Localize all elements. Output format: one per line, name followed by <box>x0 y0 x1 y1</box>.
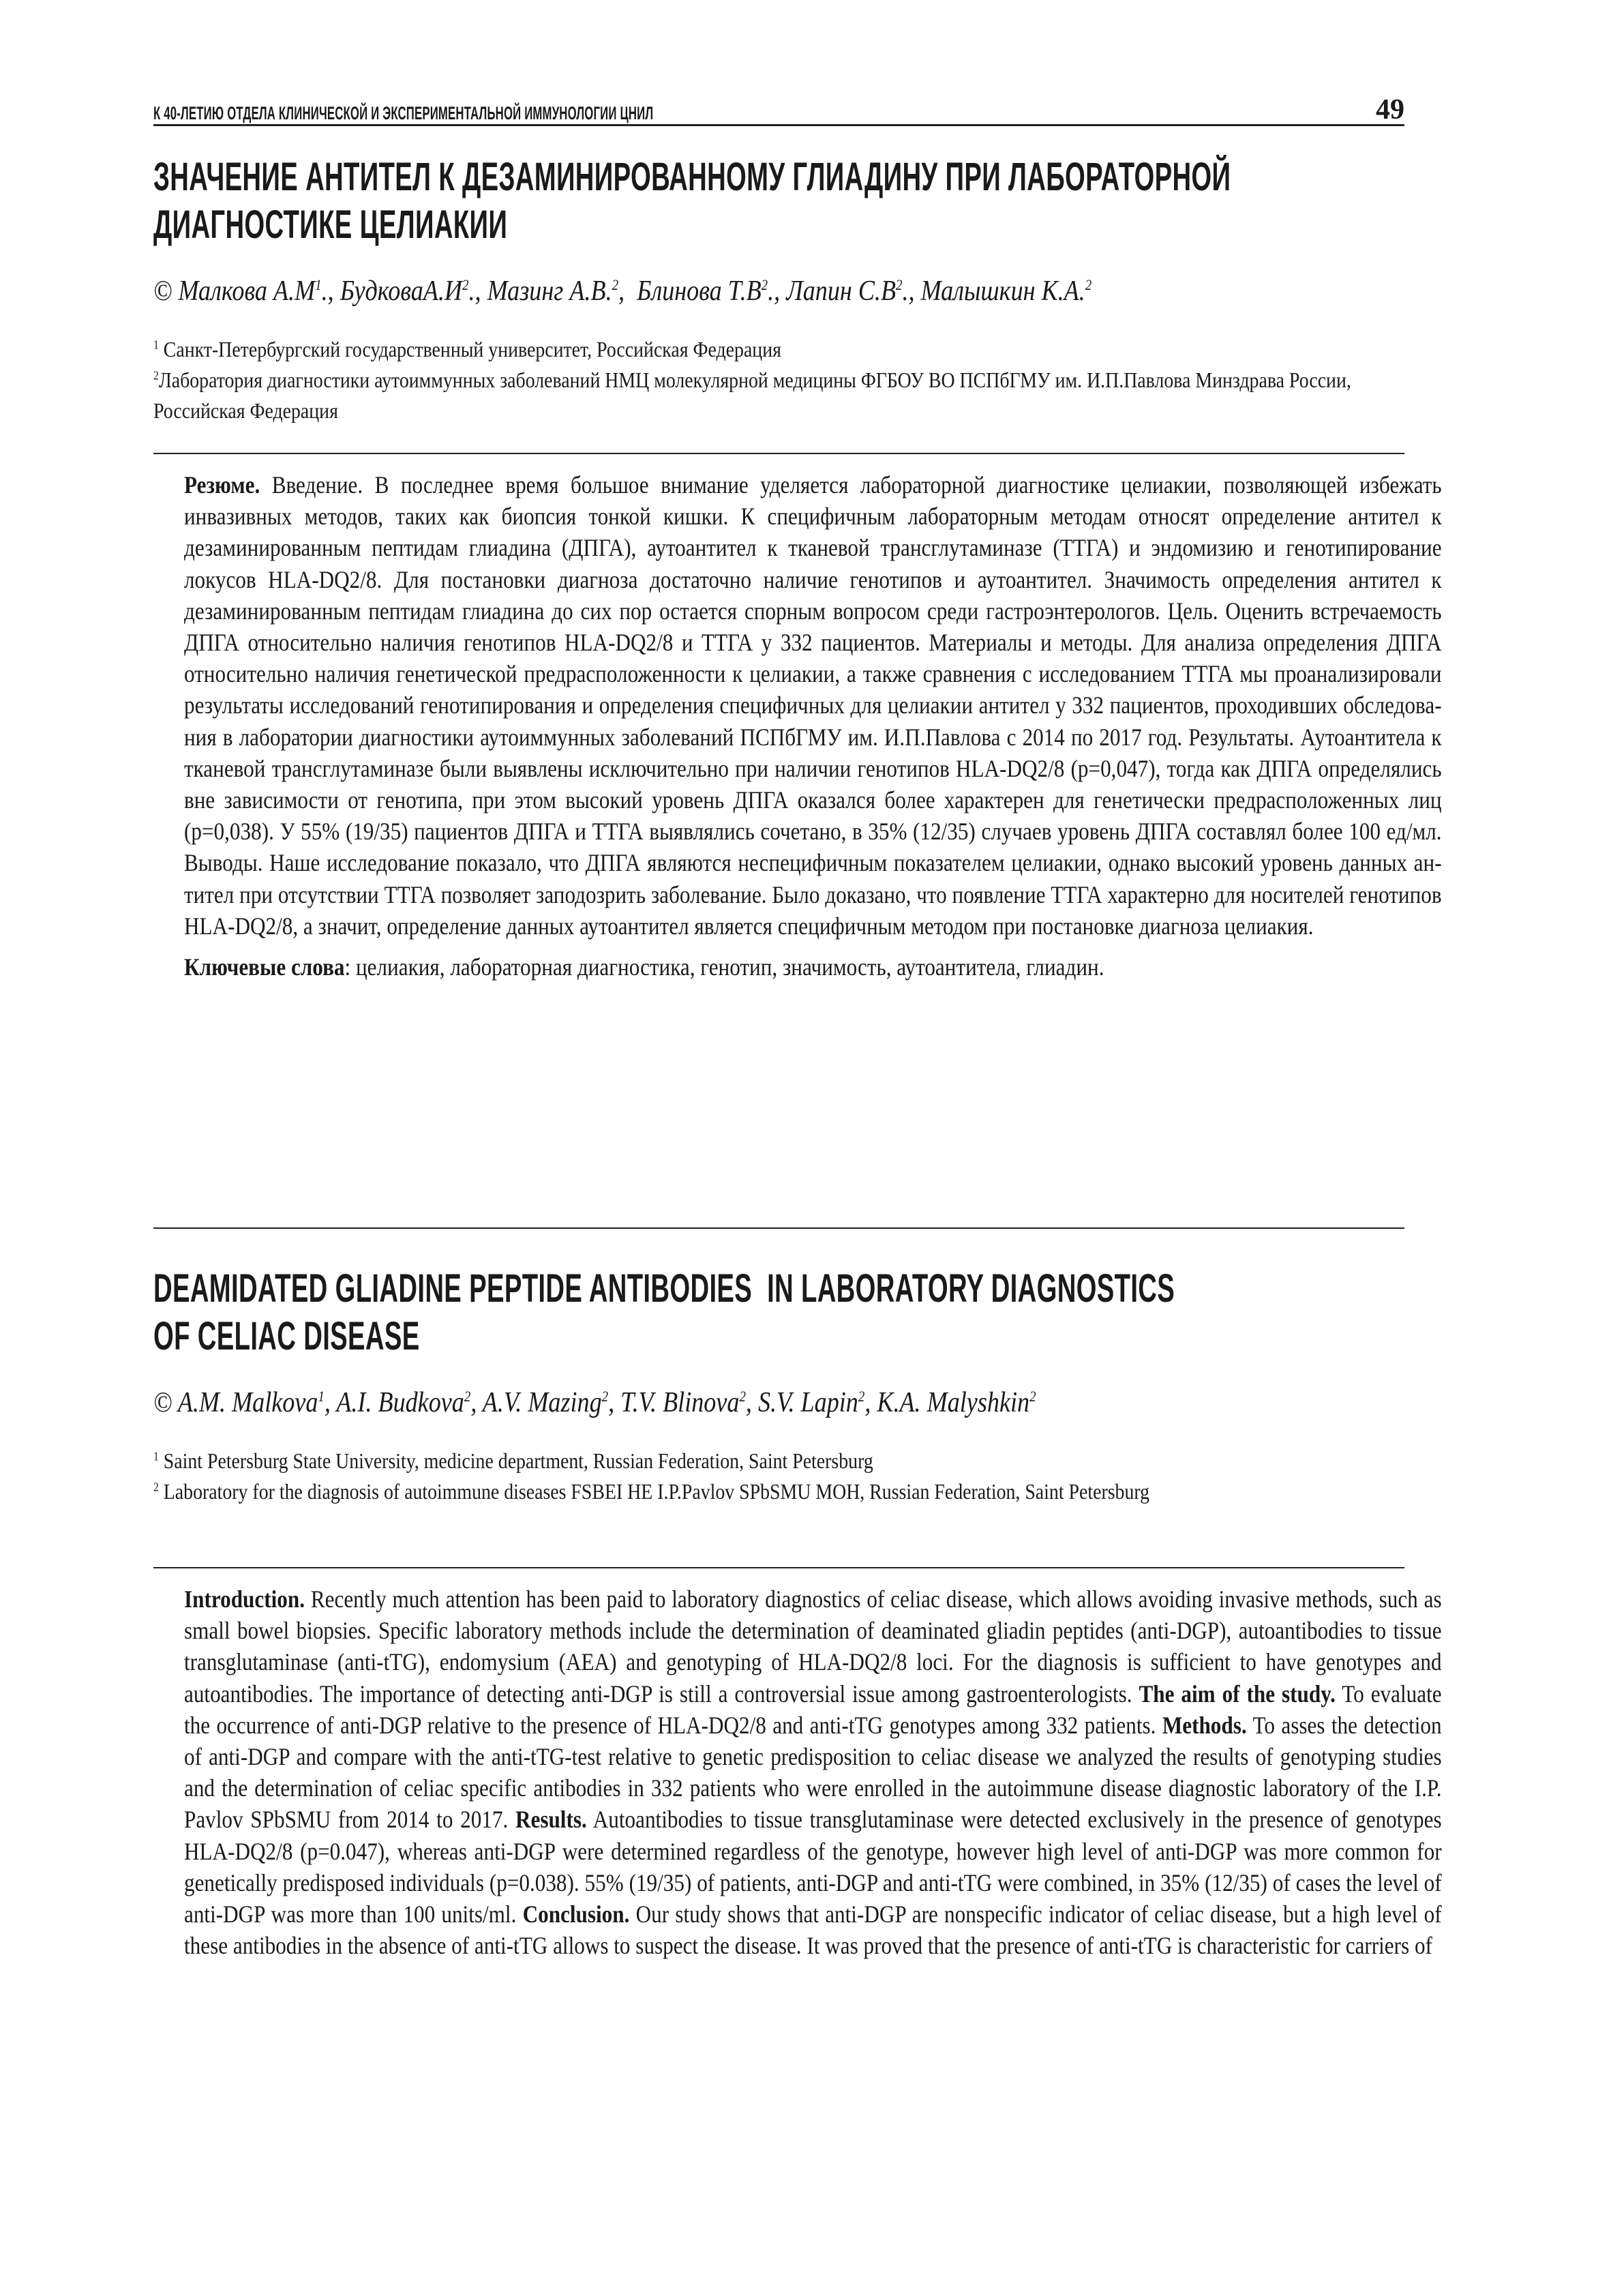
ru-affiliation-2: $^2$Лаборатория диагностики аутоиммунных заболеваний НМЦ молекулярной медицины ФГБОУ ВО ПСПбГМУ им. И.П.Павлова Минздрава России, Российская Федерация <box>153 368 1351 423</box>
en-abstract-rule <box>153 1567 1404 1568</box>
ru-title-line-1: ЗНАЧЕНИЕ АНТИТЕЛ К ДЕЗАМИНИРОВАННОМУ ГЛИАДИНУ ПРИ ЛАБОРАТОРНОЙ <box>153 155 1231 199</box>
ru-keywords-label: Ключевые слова <box>184 953 345 981</box>
en-author: A.I. Budkova$^2$, <box>336 1387 483 1418</box>
ru-title-line-2: ДИАГНОСТИКЕ ЦЕЛИАКИИ <box>153 203 508 247</box>
ru-abstract <box>184 469 1442 983</box>
methods-label: Methods. <box>1162 1711 1247 1739</box>
en-abstract <box>184 1583 1442 1961</box>
ru-author: Лапин $С.В^2$., <box>786 275 921 307</box>
ru-abstract-body: Резюме. Введение. В последнее время большое внимание уделяется лабораторной диагностике целиакии, позволяющей избежать инвазивных методов, таких как биопсия тонкой кишки. К специфичным лабораторным методам относят определение антител к дезаминированным пептидам глиадина (ДПГА), аутоантител к тканевой трансглутаминазе (ТТГА) и эндомизию и генотипирование локусов HLA-DQ2/8. Для постановки диагноза достаточно наличие генотипов и аутоантител. Значимость определения антител к дезаминированным пептидам глиадина до сих пор остается спорным вопросом среди гастроэнтерологов. Цель. Оценить встречаемость ДПГА относительно наличия генотипов HLA-DQ2/8 и ТТГА у 332 пациентов. Материалы и методы. Для анализа определения ДПГА относительно наличия генетической предрасположенности к целиакии, а также сравнения с исследованием ТТГА мы проанализировали результаты исследований генотипирования и определения специфичных для целиакии антител у 332 пациентов, проходивших обследования в лаборатории диагностики аутоиммунных заболеваний ПСПбГМУ им. И.П.Павлова с 2014 по 2017 год. Результаты. Аутоантитела к тканевой трансглутаминазе были выявлены исключительно при наличии генотипов HLA-DQ2/8 (p=0,047), тогда как ДПГА определялись вне зависимости от генотипа, при этом высокий уровень ДПГА оказался более характерен для генетически предрасположенных лиц (p=0,038). У 55% (19/35) пациентов ДПГА и ТТГА выявлялись сочетано, в 35% (12/35) случаев уровень ДПГА составлял более 100 ед/мл. Выводы. Наше исследование показало, что ДПГА являются неспецифичным показателем целиакии, однако высокий уровень данных антител при отсутствии ТТГА позволяет заподозрить заболевание. Было доказано, что появление ТТГА характерно для носителей генотипов HLA-DQ2/8, а значит, определение данных аутоантител является специфичным методом при постановке диагноза целиакия. <box>184 471 1442 940</box>
running-head <box>153 86 1404 124</box>
ru-abstract-rule <box>153 453 1404 454</box>
en-author: S.V. Lapin$^2$, <box>757 1387 877 1418</box>
intro-label: Introduction. <box>184 1585 305 1613</box>
aim-label: The aim of the study. <box>1139 1680 1336 1708</box>
en-author: © A.M. Malkova$^1$, <box>153 1387 337 1418</box>
en-title-line-1: DEAMIDATED GLIADINE PEPTIDE ANTIBODIES IN LABORATORY DIAGNOSTICS <box>153 1266 1175 1311</box>
ru-author: $БудковаА.И^2$., <box>340 275 487 307</box>
ru-author: Блинова $Т.В^2$., <box>637 275 787 307</box>
ru-author: Малышкин К.А.$^2$ <box>920 275 1092 307</box>
page-number: 49 <box>1376 94 1404 125</box>
en-article-title <box>153 1265 1368 1360</box>
en-affiliation-2: $^2$ Laboratory for the diagnosis of autoimmune diseases FSBEI HE I.P.Pavlov SPbSMU MOH, Russian Federation, Saint Petersburg <box>153 1479 1150 1504</box>
ru-author: Мазинг А.В.$^2$, <box>487 275 637 307</box>
journal-section-title: К 40-ЛЕТИЮ ОТДЕЛА КЛИНИЧЕСКОЙ И ЭКСПЕРИМЕНТАЛЬНОЙ ИММУНОЛОГИИ ЦНИЛ <box>153 103 654 123</box>
en-title-line-2: OF CELIAC DISEASE <box>153 1314 420 1358</box>
en-author: K.A. Malyshkin$^2$ <box>877 1387 1036 1418</box>
ru-article-title <box>153 153 1368 249</box>
results-label: Results. <box>515 1806 587 1834</box>
ru-authors <box>153 274 1229 308</box>
en-author: T.V. Blinova$^2$, <box>620 1387 758 1418</box>
ru-author: © Малкова $А.М^1$., <box>153 275 340 307</box>
ru-keywords: Ключевые слова: целиакия, лабораторная диагностика, генотип, значимость, аутоантитела, глиадин. <box>184 953 1104 981</box>
ru-affiliation-1: $^1$ Санкт-Петербургский государственный университет, Российская Федерация <box>153 337 781 361</box>
conclusion-label: Conclusion. <box>522 1900 630 1928</box>
en-author: A.V. Mazing$^2$, <box>482 1387 621 1418</box>
ru-affiliations <box>153 334 1399 426</box>
en-authors <box>153 1386 1229 1420</box>
en-affiliations <box>153 1446 1399 1507</box>
en-affiliation-1: $^1$ Saint Petersburg State University, medicine department, Russian Federation, Saint Petersburg <box>153 1448 873 1473</box>
en-abstract-body: Introduction. Recently much attention has been paid to laboratory diagnostics of celiac disease, which allows avoiding invasive methods, such as small bowel biopsies. Specific laboratory methods include the determination of deaminated gliadin peptides (anti-DGP), autoantibodies to tissue transglutaminase (anti-tTG), endomysium (AEA) and genotyping of HLA-DQ2/8 loci. For the diagnosis is sufficient to have genotypes and autoantibodies. The importance of detecting anti-DGP is still a controversial issue among gastroenterologists. The aim of the study. To evaluate the occurrence of anti-DGP relative to the presence of HLA-DQ2/8 and anti-tTG genotypes among 332 patients. Methods. To asses the detection of anti-DGP and compare with the anti-tTG-test relative to genetic predisposition to celiac disease we analyzed the results of genotyping studies and the determination of celiac specific antibodies in 332 patients who were enrolled in the autoimmune disease diagnostic laboratory of the I.P. Pavlov SPbSMU from 2014 to 2017. Results. Autoantibodies to tissue transglutaminase were detected exclusively in the presence of genotypes HLA-DQ2/8 (p=0.047), whereas anti-DGP were determined regardless of the genotype, however high level of anti-DGP was more common for genetically predisposed individuals (p=0.038). 55% (19/35) of patients, anti-DGP and anti-tTG were combined, in 35% (12/35) of cases the level of anti-DGP was more than 100 units/ml. Conclusion. Our study shows that anti-DGP are nonspecific indicator of celiac disease, but a high level of these antibodies in the absence of anti-tTG allows to suspect the disease. It was proved that the presence of anti-tTG is characteristic for carriers of <box>184 1585 1442 1960</box>
ru-section-end-rule <box>153 1227 1404 1229</box>
header-rule <box>153 124 1404 126</box>
ru-abstract-label: Резюме. <box>184 471 260 498</box>
